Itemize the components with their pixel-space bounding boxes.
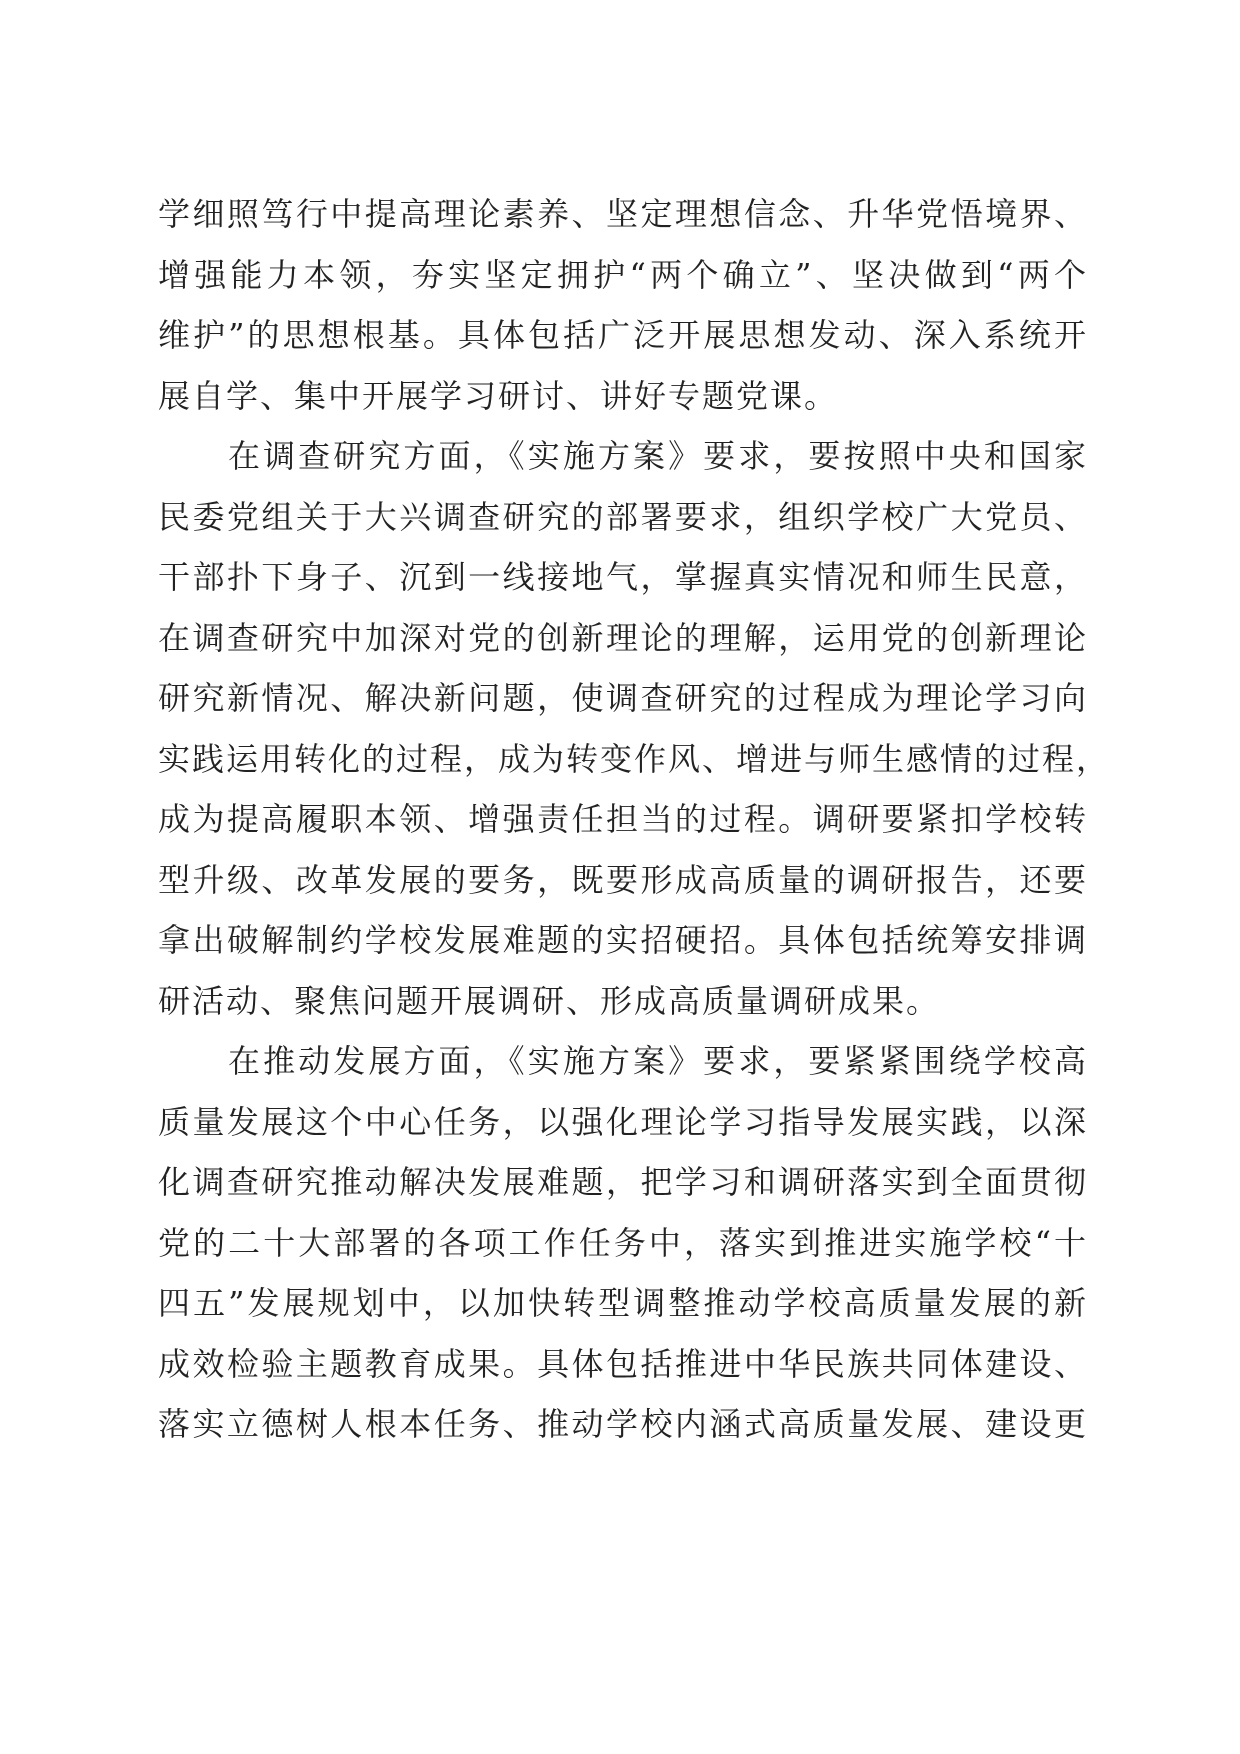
text-line: 在推动发展方面，《实施方案》要求，要紧紧围绕学校高 (228, 1042, 1088, 1080)
text-line: 成效检验主题教育成果。具体包括推进中华民族共同体建设、 (158, 1344, 1088, 1383)
text-line: 研活动、聚焦问题开展调研、形成高质量调研成果。 (158, 981, 941, 1020)
text-line: 质量发展这个中心任务，以强化理论学习指导发展实践，以深 (158, 1102, 1088, 1141)
text-line: 民委党组关于大兴调查研究的部署要求，组织学校广大党员、 (158, 497, 1088, 536)
text-line: 增强能力本领，夯实坚定拥护“两个确立”、坚决做到“两个 (158, 255, 1088, 294)
text-line: 落实立德树人根本任务、推动学校内涵式高质量发展、建设更 (158, 1405, 1088, 1443)
text-line: 干部扑下身子、沉到一线接地气，掌握真实情况和师生民意， (158, 558, 1088, 596)
text-line: 展自学、集中开展学习研讨、讲好专题党课。 (158, 376, 839, 415)
text-line: 研究新情况、解决新问题，使调查研究的过程成为理论学习向 (158, 679, 1088, 717)
text-line: 成为提高履职本领、增强责任担当的过程。调研要紧扣学校转 (158, 800, 1088, 838)
text-line: 党的二十大部署的各项工作任务中，落实到推进实施学校“十 (158, 1223, 1088, 1262)
paragraph-1 (158, 184, 1088, 426)
paragraph-research (158, 426, 1111, 1031)
text-line: 在调查研究中加深对党的创新理论的理解，运用党的创新理论 (158, 618, 1088, 657)
text-line: 实践运用转化的过程，成为转变作风、增进与师生感情的过程， (158, 739, 1111, 778)
text-line: 拿出破解制约学校发展难题的实招硬招。具体包括统筹安排调 (158, 921, 1088, 959)
paragraph-development (158, 1031, 1088, 1455)
text-line: 维护”的思想根基。具体包括广泛开展思想发动、深入系统开 (158, 316, 1088, 354)
text-line: 化调查研究推动解决发展难题，把学习和调研落实到全面贯彻 (158, 1163, 1088, 1201)
document-body (158, 184, 1111, 1455)
text-line: 学细照笃行中提高理论素养、坚定理想信念、升华党悟境界、 (158, 195, 1088, 233)
text-line: 在调查研究方面，《实施方案》要求，要按照中央和国家 (228, 437, 1088, 475)
text-line: 型升级、改革发展的要务，既要形成高质量的调研报告，还要 (158, 860, 1088, 899)
text-line: 四五”发展规划中，以加快转型调整推动学校高质量发展的新 (158, 1284, 1088, 1322)
